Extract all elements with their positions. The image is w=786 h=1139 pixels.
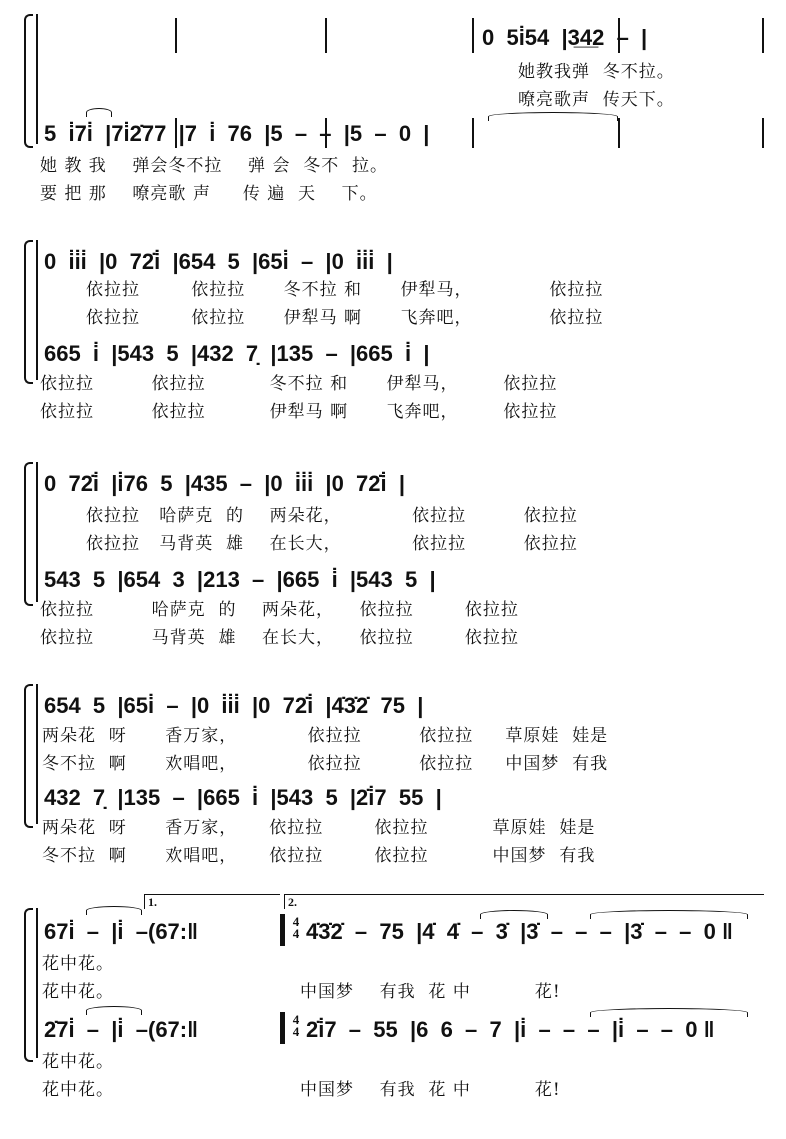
barline xyxy=(175,18,177,53)
system-brace xyxy=(24,684,33,828)
double-barline xyxy=(280,914,285,946)
system-brace xyxy=(24,908,33,1062)
alto-notes: 665 i̇ |543 5 |432 7̣ |135 – |665 i̇ | xyxy=(44,341,430,366)
barline xyxy=(36,14,38,144)
barline xyxy=(325,18,327,53)
barline xyxy=(762,18,764,53)
system-4 xyxy=(0,680,786,880)
alto-notes-ending-1: 2̇7i̇ – |i̇ –(67:‖ xyxy=(44,1017,199,1042)
alto-lyric-2: 冬不拉 啊 欢唱吧， 依拉拉 依拉拉 中国梦 有我 xyxy=(42,846,596,866)
time-sig-bottom: 4 xyxy=(292,1024,300,1039)
tie xyxy=(86,1006,142,1015)
barline xyxy=(36,462,38,602)
soprano-lyric-2: 冬不拉 啊 欢唱吧， 依拉拉 依拉拉 中国梦 有我 xyxy=(42,754,609,774)
alto-notes: 432 7̣ |135 – |665 i̇ |543 5 |2̇i̇7 55 | xyxy=(44,785,442,810)
alto-lyric-2: 要 把 那 嘹亮歌 声 传 遍 天 下。 xyxy=(40,184,378,204)
soprano-lyric-1: 依拉拉 哈萨克 的 两朵花， 依拉拉 依拉拉 xyxy=(86,506,578,526)
soprano-lyric-1: 她教我弹 冬不拉。 xyxy=(518,62,675,82)
time-sig-bottom: 4 xyxy=(292,926,300,941)
system-brace xyxy=(24,462,33,606)
soprano-lyric-2-ending: 中国梦 有我 花 中 花! xyxy=(300,982,561,1002)
soprano-notes: 654 5 |65i̇ – |0 i̇i̇i̇ |0 72̇i̇ |4̇3̇2̇ 75 | xyxy=(44,693,424,718)
alto-lyric-1: 两朵花 呀 香万家， 依拉拉 依拉拉 草原娃 娃是 xyxy=(42,818,596,838)
alto-lyric-2: 依拉拉 马背英 雄 在长大， 依拉拉 依拉拉 xyxy=(40,628,519,648)
tie xyxy=(480,910,548,919)
barline xyxy=(472,118,474,148)
soprano-lyric-1: 两朵花 呀 香万家， 依拉拉 依拉拉 草原娃 娃是 xyxy=(42,726,609,746)
time-signature xyxy=(290,1014,302,1038)
system-5 xyxy=(0,892,786,1132)
alto-lyric-2: 花中花。 xyxy=(42,1080,114,1100)
volta-1: 1. xyxy=(144,894,280,909)
soprano-lyric-1: 花中花。 xyxy=(42,954,114,974)
alto-lyric-1: 她 教 我 弹会冬不拉 弹 会 冬不 拉。 xyxy=(40,156,389,176)
soprano-notes-ending-2: 4̇3̇2̇ – 75 |4̇ 4̇ – 3̇ |3̇ – – – |3̇ – – 0 ‖ xyxy=(306,919,733,944)
time-sig-top: 4 xyxy=(292,1012,300,1027)
system-3 xyxy=(0,458,786,658)
barline xyxy=(618,118,620,148)
tie xyxy=(86,906,142,915)
soprano-lyric-2: 花中花。 xyxy=(42,982,114,1002)
barline xyxy=(472,18,474,53)
alto-lyric-1: 花中花。 xyxy=(42,1052,114,1072)
soprano-notes-ending-1: 67i̇ – |i̇ –(67:‖ xyxy=(44,919,199,944)
barline xyxy=(36,908,38,1058)
alto-lyric-2: 依拉拉 依拉拉 伊犁马 啊 飞奔吧， 依拉拉 xyxy=(40,402,558,422)
alto-notes: 543 5 |654 3 |213 – |665 i̇ |543 5 | xyxy=(44,567,436,592)
soprano-lyric-2: 依拉拉 依拉拉 伊犁马 啊 飞奔吧， 依拉拉 xyxy=(86,308,604,328)
soprano-lyric-2: 依拉拉 马背英 雄 在长大， 依拉拉 依拉拉 xyxy=(86,534,578,554)
system-2 xyxy=(0,236,786,436)
tie xyxy=(590,1008,748,1017)
double-barline xyxy=(280,1012,285,1044)
slur xyxy=(86,108,112,117)
soprano-lyric-2: 嘹亮歌声 传天下。 xyxy=(518,90,675,110)
barline xyxy=(36,684,38,824)
soprano-notes: 0 5i̇54 |3̲4̲2 – | xyxy=(482,25,648,50)
barline xyxy=(762,118,764,148)
time-sig-top: 4 xyxy=(292,914,300,929)
system-brace xyxy=(24,240,33,384)
system-brace xyxy=(24,14,33,148)
volta-2: 2. xyxy=(284,894,764,909)
barline xyxy=(36,240,38,380)
alto-lyric-2-ending: 中国梦 有我 花 中 花! xyxy=(300,1080,561,1100)
alto-notes-ending-2: 2̇i̇7 – 55 |6 6 – 7 |i̇ – – – |i̇ – – 0 ‖ xyxy=(306,1017,715,1042)
alto-lyric-1: 依拉拉 哈萨克 的 两朵花， 依拉拉 依拉拉 xyxy=(40,600,519,620)
time-signature xyxy=(290,916,302,940)
alto-lyric-1: 依拉拉 依拉拉 冬不拉 和 伊犁马， 依拉拉 xyxy=(40,374,558,394)
soprano-notes: 0 72̇i̇ |i̇76 5 |435 – |0 i̇i̇i̇ |0 72̇i̇ | xyxy=(44,471,405,496)
tie xyxy=(488,112,618,121)
tie xyxy=(590,910,748,919)
alto-notes: 5 i̇7i̇ |7i̇2̇77 |7 i̇ 76 |5 – – |5 – 0 | xyxy=(44,121,430,146)
system-1 xyxy=(0,0,786,230)
soprano-lyric-1: 依拉拉 依拉拉 冬不拉 和 伊犁马， 依拉拉 xyxy=(86,280,604,300)
soprano-notes: 0 i̇i̇i̇ |0 72̇i̇ |654 5 |65i̇ – |0 i̇i̇i̇ | xyxy=(44,249,393,274)
